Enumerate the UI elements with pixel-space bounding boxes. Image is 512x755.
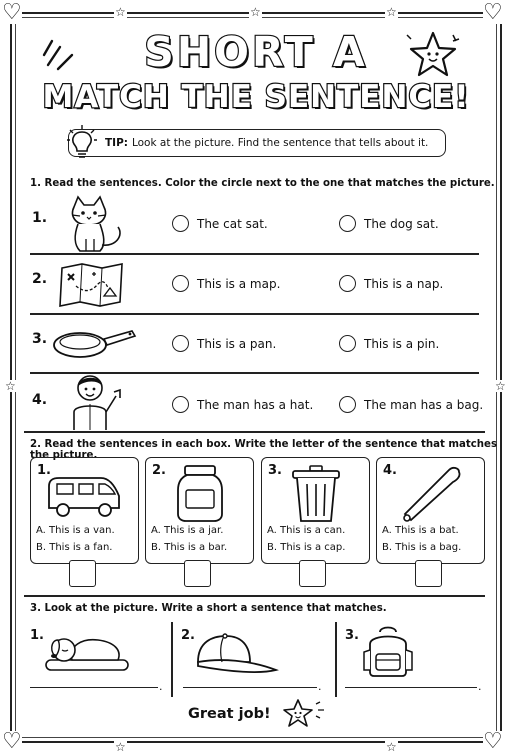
option-b[interactable] — [339, 396, 483, 413]
box-option-a: A. This is a jar. — [151, 525, 224, 536]
match-box — [30, 457, 139, 564]
row-divider — [30, 313, 479, 315]
option-a-text: The cat sat. — [197, 216, 268, 231]
match-box — [376, 457, 485, 564]
tip-text: Look at the picture. Find the sentence that tells about it. — [131, 137, 429, 149]
star-icon: ☆ — [115, 740, 126, 754]
option-a[interactable] — [172, 275, 280, 292]
cap-picture — [190, 632, 280, 676]
match-box — [145, 457, 254, 564]
star-icon: ☆ — [386, 740, 397, 754]
section3-instruction: 3. Look at the picture. Write a short a sentence that matches. — [30, 603, 387, 614]
option-b-text: This is a nap. — [364, 276, 444, 291]
answer-circle[interactable] — [172, 275, 189, 292]
item-number: 1. — [30, 628, 44, 643]
box-number: 4. — [383, 463, 397, 478]
option-a-text: The man has a hat. — [197, 397, 314, 412]
match-box — [261, 457, 370, 564]
period-mark: . — [478, 680, 482, 693]
heart-icon: ♡ — [2, 0, 22, 25]
row-number: 3. — [32, 331, 48, 347]
cat-picture — [64, 195, 126, 255]
option-b-text: The dog sat. — [364, 216, 439, 231]
section-divider — [24, 595, 485, 597]
answer-box[interactable] — [415, 560, 442, 587]
row-number: 1. — [32, 210, 48, 226]
box-option-a: A. This is a bat. — [382, 525, 459, 536]
heart-icon: ♡ — [2, 729, 22, 754]
star-icon: ☆ — [495, 379, 506, 393]
section-divider — [24, 431, 485, 433]
row-number: 2. — [32, 271, 48, 287]
answer-box[interactable] — [299, 560, 326, 587]
pan-picture — [52, 325, 138, 363]
sleeping-dog-picture — [42, 628, 132, 674]
answer-box[interactable] — [184, 560, 211, 587]
jar-picture — [176, 464, 226, 524]
item-number: 3. — [345, 628, 359, 643]
lightbulb-icon — [65, 124, 99, 162]
map-picture — [58, 262, 126, 308]
period-mark: . — [159, 680, 163, 693]
tip-label: TIP: — [105, 137, 128, 149]
writing-line[interactable] — [183, 687, 317, 688]
answer-circle[interactable] — [339, 215, 356, 232]
box-option-b: B. This is a cap. — [267, 542, 346, 553]
column-divider — [335, 622, 337, 697]
heart-icon: ♡ — [483, 0, 503, 25]
worksheet-subtitle: MATCH THE SENTENCE! — [42, 79, 470, 115]
option-b-text: This is a pin. — [364, 336, 440, 351]
box-option-a: A. This is a van. — [36, 525, 115, 536]
answer-circle[interactable] — [172, 215, 189, 232]
van-picture — [45, 472, 123, 520]
box-option-b: B. This is a fan. — [36, 542, 113, 553]
option-b-text: The man has a bag. — [364, 397, 484, 412]
box-option-b: B. This is a bag. — [382, 542, 462, 553]
writing-line[interactable] — [30, 687, 158, 688]
tip-box — [68, 129, 446, 157]
star-icon: ☆ — [115, 5, 126, 19]
box-option-a: A. This is a can. — [267, 525, 346, 536]
period-mark: . — [318, 680, 322, 693]
star-icon: ☆ — [250, 5, 261, 19]
answer-circle[interactable] — [339, 335, 356, 352]
option-b[interactable] — [339, 275, 443, 292]
star-icon: ☆ — [5, 379, 16, 393]
option-a[interactable] — [172, 396, 313, 413]
bat-picture — [399, 462, 465, 522]
option-a-text: This is a map. — [197, 276, 281, 291]
answer-circle[interactable] — [339, 396, 356, 413]
answer-circle[interactable] — [172, 396, 189, 413]
item-number: 2. — [181, 628, 195, 643]
writing-line[interactable] — [345, 687, 477, 688]
section1-instruction: 1. Read the sentences. Color the circle next to the one that matches the picture. — [30, 178, 495, 189]
option-a-text: This is a pan. — [197, 336, 277, 351]
answer-box[interactable] — [69, 560, 96, 587]
row-number: 4. — [32, 392, 48, 408]
box-number: 3. — [268, 463, 282, 478]
man-picture — [64, 370, 126, 432]
backpack-picture — [360, 624, 416, 678]
heart-icon: ♡ — [483, 729, 503, 754]
option-b[interactable] — [339, 335, 439, 352]
star-icon — [280, 696, 326, 730]
option-a[interactable] — [172, 335, 276, 352]
row-divider — [30, 253, 479, 255]
answer-circle[interactable] — [172, 335, 189, 352]
box-number: 1. — [37, 463, 51, 478]
option-b[interactable] — [339, 215, 439, 232]
great-job-text: Great job! — [188, 706, 271, 722]
worksheet-title: SHORT A — [144, 28, 368, 76]
box-number: 2. — [152, 463, 166, 478]
column-divider — [171, 622, 173, 697]
section2-instruction: 2. Read the sentences in each box. Write the letter of the sentence that matches the picture. — [30, 439, 498, 461]
trash-can-picture — [290, 464, 342, 524]
option-a[interactable] — [172, 215, 268, 232]
answer-circle[interactable] — [339, 275, 356, 292]
star-icon: ☆ — [386, 5, 397, 19]
box-option-b: B. This is a bar. — [151, 542, 228, 553]
